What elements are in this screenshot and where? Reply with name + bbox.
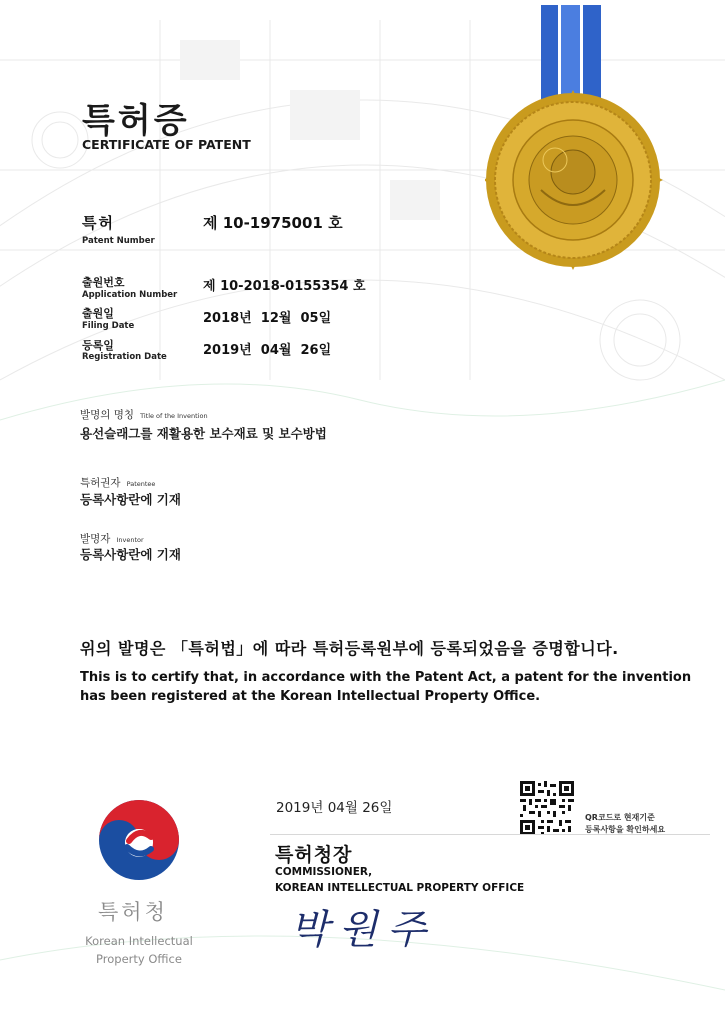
certificate-title-korean: 특허증 [82,101,190,141]
invention-title-value: 용선슬래그를 재활용한 보수재료 및 보수방법 [80,426,327,441]
commissioner-signature: 박원주 [290,907,436,953]
patentee-value: 등록사항란에 기재 [80,492,181,507]
kipo-logo-icon [96,797,182,883]
patentee-label-english: Patentee [126,480,156,488]
registration-date-label-korean: 등록일 [82,339,114,352]
patentee-label-korean: 특허권자 [80,477,121,489]
qr-caption-line1: QR코드로 현재기준 [585,813,655,822]
agency-name-english-line1: Korean Intellectual [85,934,193,948]
certification-statement-korean: 위의 발명은 「특허법」에 따라 특허등록원부에 등록되었음을 증명합니다. [80,639,619,658]
qr-code[interactable] [520,781,574,835]
filing-date-value: 2018년 12월 05일 [203,311,332,326]
agency-name-english-line2: Property Office [96,952,182,966]
qr-caption-line2: 등록사항을 확인하세요 [585,825,666,834]
registration-date-label-english: Registration Date [82,352,167,362]
certification-statement-english-line2: has been registered at the Korean Intellectual Property Office. [80,689,541,704]
filing-date-label-korean: 출원일 [82,307,114,320]
invention-title-label-korean: 발명의 명칭 [80,409,135,421]
inventor-label-korean: 발명자 [80,533,111,545]
patentee-label [80,471,155,490]
application-label-english: Application Number [82,290,178,300]
agency-name-korean: 특허청 [98,900,168,924]
application-number-value: 제 10-2018-0155354 호 [203,279,366,294]
certificate-title-english: CERTIFICATE OF PATENT [82,137,251,152]
certification-statement-english-line1: This is to certify that, in accordance with the Patent Act, a patent for the invention [80,670,692,685]
inventor-label [80,527,144,546]
filing-date-label-english: Filing Date [82,321,135,331]
patent-number-value: 제 10-1975001 호 [203,214,343,232]
commissioner-title-english-line2: KOREAN INTELLECTUAL PROPERTY OFFICE [275,882,525,894]
issue-date: 2019년 04월 26일 [276,800,393,816]
patent-label-english: Patent Number [82,236,155,246]
application-label-korean: 출원번호 [82,276,125,289]
signature-divider [270,834,710,835]
patent-label-korean: 특허 [82,214,115,232]
invention-title-label-english: Title of the Invention [140,412,208,420]
registration-date-value: 2019년 04월 26일 [203,343,332,358]
inventor-value: 등록사항란에 기재 [80,547,181,562]
gold-seal-with-ribbon [485,0,665,275]
invention-title-label [80,403,208,422]
inventor-label-english: Inventor [116,536,144,544]
commissioner-title-korean: 특허청장 [275,844,353,866]
commissioner-title-english-line1: COMMISSIONER, [275,866,373,878]
